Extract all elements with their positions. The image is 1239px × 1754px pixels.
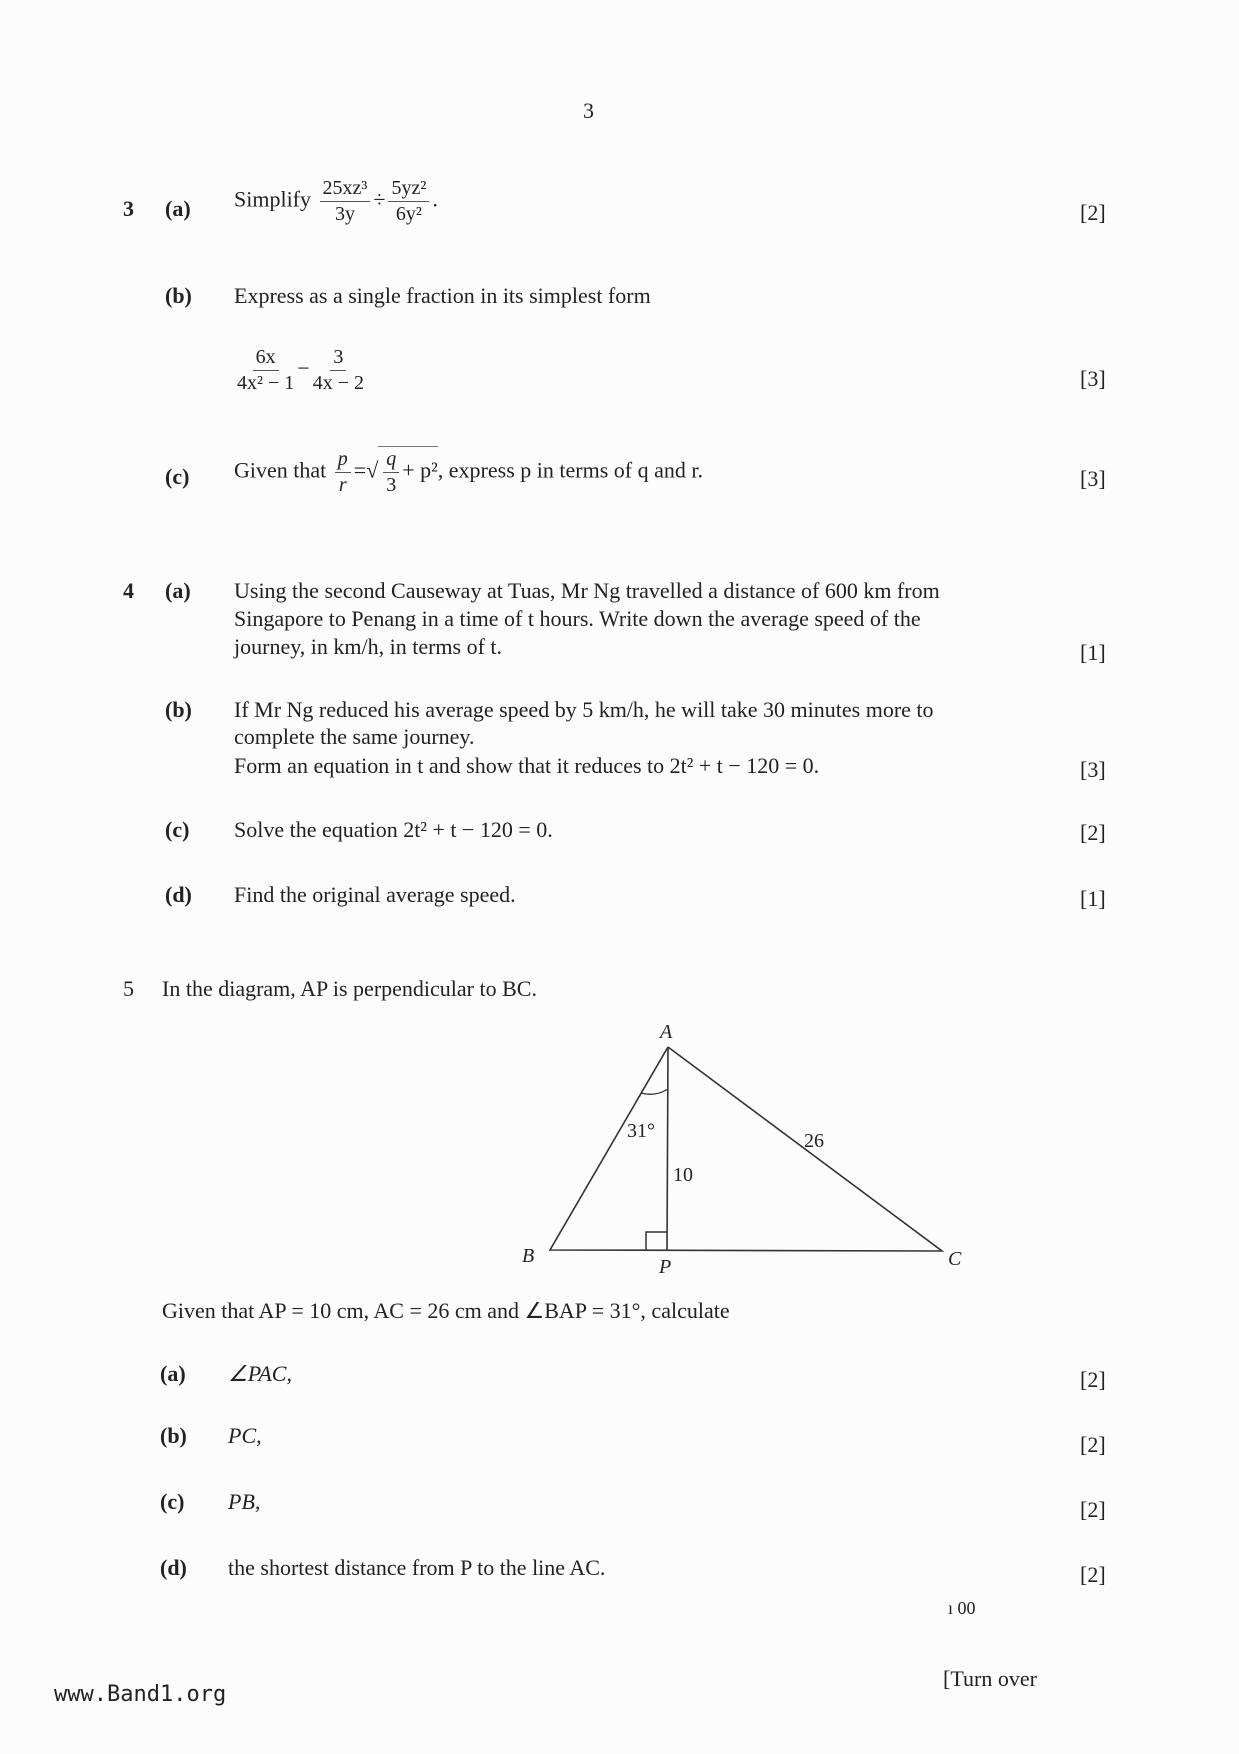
question-number-4: 4: [123, 578, 134, 603]
marks: [2]: [1080, 820, 1106, 845]
handwritten-scribble: ı 00: [948, 1598, 976, 1618]
marks: [2]: [1080, 1432, 1106, 1457]
page-number: 3: [583, 98, 594, 123]
q5b-text: PC,: [228, 1423, 262, 1448]
q4b-label: (b): [165, 697, 192, 722]
fraction: $\frac{\text{5yz²}}{\text{6y²}}$: [388, 176, 429, 227]
turn-over-text: [Turn over: [943, 1666, 1037, 1691]
q5d-label: (d): [160, 1555, 187, 1580]
ap-length-label: 10: [673, 1164, 693, 1186]
q3c-label: (c): [165, 464, 190, 489]
q3a-instruction: Simplify: [234, 186, 312, 212]
marks: [1]: [1080, 640, 1106, 665]
q5d-text: the shortest distance from P to the line AC.: [228, 1555, 606, 1580]
q5b-label: (b): [160, 1423, 187, 1448]
fraction: $\frac{\text{25xz³}}{3y}$: [320, 176, 371, 227]
angle-label: 31°: [627, 1120, 655, 1142]
q3a-text: Simplify $\frac{\text{25xz³}}{3y}$ ÷ $\frac{\text{5yz²}}{\text{6y²}}$ .: [234, 177, 438, 225]
vertex-a: A: [660, 1021, 673, 1043]
altitude-ap: [667, 1047, 668, 1251]
q3b-expression: $\frac{6x}{\text{4x² − 1}}$ − $\frac{3}{4x - 2}$: [237, 346, 364, 394]
q3b-text: Express as a single fraction in its simplest form: [234, 283, 651, 308]
q4a-line: Singapore to Penang in a time of t hours. Write down the average speed of the: [234, 606, 921, 631]
marks: [3]: [1080, 366, 1106, 391]
marks: [3]: [1080, 466, 1106, 491]
q5-intro: In the diagram, AP is perpendicular to BC.: [162, 976, 537, 1001]
q5a-text: ∠PAC,: [228, 1361, 292, 1386]
q4b-line: Form an equation in t and show that it reduces to 2t² + t − 120 = 0.: [234, 753, 820, 778]
q4d-label: (d): [165, 882, 192, 907]
question-number-3: 3: [123, 196, 134, 221]
triangle-outline: [550, 1047, 942, 1251]
right-angle-mark: [646, 1232, 667, 1251]
q5c-text: PB,: [228, 1489, 261, 1514]
q4c-label: (c): [165, 817, 190, 842]
marks: [2]: [1080, 1497, 1106, 1522]
q3a-label: (a): [165, 196, 191, 221]
website-watermark: www.Band1.org: [54, 1682, 227, 1707]
marks: [3]: [1080, 757, 1106, 782]
q4a-line: journey, in km/h, in terms of t.: [234, 634, 503, 659]
vertex-p: P: [659, 1256, 672, 1278]
q4a-label: (a): [165, 578, 191, 603]
q3c-text: Given that $\frac{p}{r}$ =√ $\frac{q}{3}$ + p², express p in terms of q and r.: [234, 448, 703, 496]
q3b-label: (b): [165, 283, 192, 308]
q4c-text: Solve the equation 2t² + t − 120 = 0.: [234, 817, 553, 842]
q4a-line: Using the second Causeway at Tuas, Mr Ng travelled a distance of 600 km from: [234, 578, 940, 603]
q4d-text: Find the original average speed.: [234, 882, 516, 907]
q4b-line: If Mr Ng reduced his average speed by 5 km/h, he will take 30 minutes more to: [234, 697, 934, 722]
vertex-c: C: [948, 1248, 962, 1270]
q5a-label: (a): [160, 1361, 186, 1386]
angle-arc: [641, 1089, 668, 1094]
marks: [2]: [1080, 1367, 1106, 1392]
q5c-label: (c): [160, 1489, 185, 1514]
q4b-line: complete the same journey.: [234, 724, 475, 749]
vertex-b: B: [522, 1245, 535, 1267]
marks: [2]: [1080, 1562, 1106, 1587]
marks: [2]: [1080, 200, 1106, 225]
q5-given: Given that AP = 10 cm, AC = 26 cm and ∠BAP = 31°, calculate: [162, 1298, 730, 1323]
question-number-5: 5: [123, 976, 134, 1001]
marks: [1]: [1080, 886, 1106, 911]
ac-length-label: 26: [804, 1130, 824, 1152]
